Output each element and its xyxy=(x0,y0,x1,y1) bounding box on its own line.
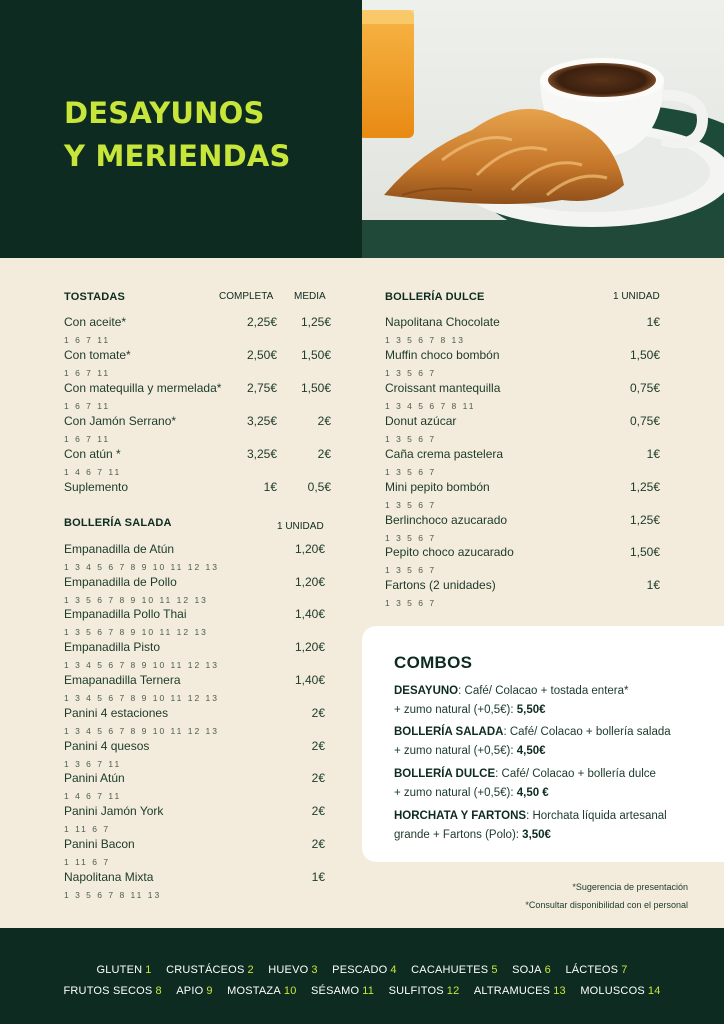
item-price: 1,20€ xyxy=(294,640,325,654)
item-allergens: 1 4 6 7 11 xyxy=(64,467,122,477)
page-title xyxy=(64,92,291,178)
combo-price: 3,50€ xyxy=(522,829,551,841)
legend-item: CACAHUETES 5 xyxy=(411,964,498,976)
combo-line2: + zumo natural (+0,5€): xyxy=(394,704,517,716)
item-allergens: 1 3 4 5 6 7 8 9 10 11 12 13 xyxy=(64,726,219,736)
column-header-media: MEDIA xyxy=(294,291,326,302)
legend-item: LÁCTEOS 7 xyxy=(565,964,628,976)
item-price: 0,75€ xyxy=(629,381,660,395)
price-completa: 3,25€ xyxy=(246,447,277,461)
legend-item: SULFITOS 12 xyxy=(388,985,460,997)
legend-item: SÉSAMO 11 xyxy=(311,985,375,997)
item-name: Donut azúcar xyxy=(385,414,457,428)
item-name: Fartons (2 unidades) xyxy=(385,578,496,592)
item-name: Empanadilla Pisto xyxy=(64,640,161,654)
item-allergens: 1 11 6 7 xyxy=(64,824,111,834)
header-banner xyxy=(0,0,724,258)
item-allergens: 1 3 5 6 7 xyxy=(385,500,437,510)
price-completa: 2,50€ xyxy=(246,348,277,362)
combos-title: COMBOS xyxy=(394,653,473,672)
legend-item: FRUTOS SECOS 8 xyxy=(63,985,162,997)
item-name: Panini Jamón York xyxy=(64,804,164,818)
price-completa: 2,25€ xyxy=(246,315,277,329)
combo-price: 5,50€ xyxy=(516,704,546,716)
item-name: Empanadilla Pollo Thai xyxy=(64,607,187,621)
item-name: Empanadilla de Pollo xyxy=(64,575,177,589)
combo-line1: : Horchata líquida artesanal xyxy=(526,810,667,822)
item-price: 0,75€ xyxy=(629,414,660,428)
item-allergens: 1 11 6 7 xyxy=(64,857,111,867)
price-media: 2€ xyxy=(317,414,331,428)
item-price: 2€ xyxy=(311,804,325,818)
legend-item: ALTRAMUCES 13 xyxy=(473,985,566,997)
combo-line2: grande + Fartons (Polo): xyxy=(394,829,523,841)
section-title-bolleria-dulce: BOLLERÍA DULCE xyxy=(385,291,485,303)
combo-line2: + zumo natural (+0,5€): xyxy=(394,745,517,757)
column-header-unidad: 1 UNIDAD xyxy=(613,291,660,302)
item-name: Con atún * xyxy=(64,447,121,461)
item-price: 1,20€ xyxy=(294,575,325,589)
legend-item: GLUTEN 1 xyxy=(96,964,152,976)
item-name: Suplemento xyxy=(64,480,129,494)
title-line-1: DESAYUNOS xyxy=(64,96,265,130)
combo-line1: : Café/ Colacao + bollería dulce xyxy=(495,768,656,780)
item-price: 1,40€ xyxy=(294,673,325,687)
item-price: 1€ xyxy=(311,870,325,884)
section-title-tostadas: TOSTADAS xyxy=(64,291,126,303)
legend-item: CRUSTÁCEOS 2 xyxy=(166,964,254,976)
item-price: 2€ xyxy=(311,739,325,753)
item-name: Con aceite* xyxy=(64,315,127,329)
item-price: 2€ xyxy=(311,837,325,851)
item-price: 1,40€ xyxy=(294,607,325,621)
legend-item: HUEVO 3 xyxy=(268,964,318,976)
price-completa: 1€ xyxy=(263,480,277,494)
allergen-legend xyxy=(0,928,724,1024)
item-allergens: 1 3 5 6 7 xyxy=(385,368,437,378)
combo-line1: : Café/ Colacao + bollería salada xyxy=(503,726,671,738)
column-header-unidad: 1 UNIDAD xyxy=(277,521,324,532)
price-media: 2€ xyxy=(317,447,331,461)
price-media: 1,50€ xyxy=(300,348,331,362)
legend-row-2 xyxy=(0,981,724,999)
item-name: Berlinchoco azucarado xyxy=(385,513,508,527)
item-name: Croissant mantequilla xyxy=(385,381,501,395)
legend-item: MOLUSCOS 14 xyxy=(580,985,661,997)
legend-item: APIO 9 xyxy=(176,985,213,997)
combo-desayuno xyxy=(394,682,704,720)
item-name: Panini 4 estaciones xyxy=(64,706,169,720)
column-header-completa: COMPLETA xyxy=(219,291,274,302)
item-price: 2€ xyxy=(311,771,325,785)
item-allergens: 1 3 5 6 7 8 13 xyxy=(385,335,465,345)
combo-name: BOLLERÍA DULCE xyxy=(394,768,496,780)
item-name: Pepito choco azucarado xyxy=(385,545,514,559)
item-name: Con Jamón Serrano* xyxy=(64,414,177,428)
item-allergens: 1 3 5 6 7 xyxy=(385,565,437,575)
item-name: Mini pepito bombón xyxy=(385,480,490,494)
price-media: 1,50€ xyxy=(300,381,331,395)
combo-bolleria-dulce xyxy=(394,765,704,803)
item-price: 1,50€ xyxy=(629,545,660,559)
combo-line1: : Café/ Colacao + tostada entera* xyxy=(458,685,629,697)
item-price: 1,25€ xyxy=(629,513,660,527)
combo-price: 4,50€ xyxy=(516,745,546,757)
item-price: 1€ xyxy=(646,315,660,329)
item-allergens: 1 3 5 6 7 xyxy=(385,467,437,477)
legend-item: MOSTAZA 10 xyxy=(227,985,297,997)
combos-card xyxy=(362,626,724,862)
item-allergens: 1 3 4 5 6 7 8 9 10 11 12 13 xyxy=(64,660,219,670)
item-name: Caña crema pastelera xyxy=(385,447,504,461)
legend-item: PESCADO 4 xyxy=(332,964,397,976)
item-allergens: 1 3 5 6 7 xyxy=(385,598,437,608)
item-price: 2€ xyxy=(311,706,325,720)
title-line-2: Y MERIENDAS xyxy=(64,139,291,173)
item-allergens: 1 3 5 6 7 8 9 10 11 12 13 xyxy=(64,595,208,605)
combo-horchata-fartons xyxy=(394,807,704,845)
section-title-bolleria-salada: BOLLERÍA SALADA xyxy=(64,517,172,529)
item-allergens: 1 3 4 5 6 7 8 9 10 11 12 13 xyxy=(64,562,219,572)
item-allergens: 1 6 7 11 xyxy=(64,401,111,411)
croissant-coffee-photo xyxy=(362,0,724,258)
note-presentation: *Sugerencia de presentación xyxy=(572,882,688,892)
price-completa: 3,25€ xyxy=(246,414,277,428)
combo-line2: + zumo natural (+0,5€): xyxy=(394,787,517,799)
item-allergens: 1 6 7 11 xyxy=(64,368,111,378)
item-allergens: 1 6 7 11 xyxy=(64,434,111,444)
price-media: 1,25€ xyxy=(300,315,331,329)
item-allergens: 1 3 6 7 11 xyxy=(64,759,122,769)
item-price: 1,50€ xyxy=(629,348,660,362)
item-price: 1€ xyxy=(646,578,660,592)
combo-name: HORCHATA Y FARTONS xyxy=(394,810,527,822)
price-completa: 2,75€ xyxy=(246,381,277,395)
item-price: 1,25€ xyxy=(629,480,660,494)
combo-name: DESAYUNO xyxy=(394,685,459,697)
item-name: Muffin choco bombón xyxy=(385,348,500,362)
combo-bolleria-salada xyxy=(394,723,704,761)
item-name: Panini 4 quesos xyxy=(64,739,150,753)
item-name: Panini Atún xyxy=(64,771,125,785)
item-name: Con tomate* xyxy=(64,348,131,362)
item-name: Con matequilla y mermelada* xyxy=(64,381,222,395)
combo-price: 4,50 € xyxy=(516,787,549,799)
item-allergens: 1 3 5 6 7 8 9 10 11 12 13 xyxy=(64,627,208,637)
item-name: Napolitana Chocolate xyxy=(385,315,500,329)
item-price: 1,20€ xyxy=(294,542,325,556)
item-name: Panini Bacon xyxy=(64,837,135,851)
item-price: 1€ xyxy=(646,447,660,461)
item-name: Empanadilla de Atún xyxy=(64,542,175,556)
note-availability: *Consultar disponibilidad con el personal xyxy=(525,900,688,910)
item-name: Napolitana Mixta xyxy=(64,870,154,884)
legend-item: SOJA 6 xyxy=(512,964,551,976)
combo-name: BOLLERÍA SALADA xyxy=(394,726,504,738)
price-media: 0,5€ xyxy=(307,480,331,494)
legend-row-1 xyxy=(0,960,724,978)
item-allergens: 1 3 5 6 7 8 11 13 xyxy=(64,890,162,900)
item-allergens: 1 3 5 6 7 xyxy=(385,434,437,444)
item-allergens: 1 3 4 5 6 7 8 11 xyxy=(385,401,476,411)
item-allergens: 1 4 6 7 11 xyxy=(64,791,122,801)
item-name: Emapanadilla Ternera xyxy=(64,673,181,687)
item-allergens: 1 6 7 11 xyxy=(64,335,111,345)
item-allergens: 1 3 4 5 6 7 8 9 10 11 12 13 xyxy=(64,693,219,703)
item-allergens: 1 3 5 6 7 xyxy=(385,533,437,543)
